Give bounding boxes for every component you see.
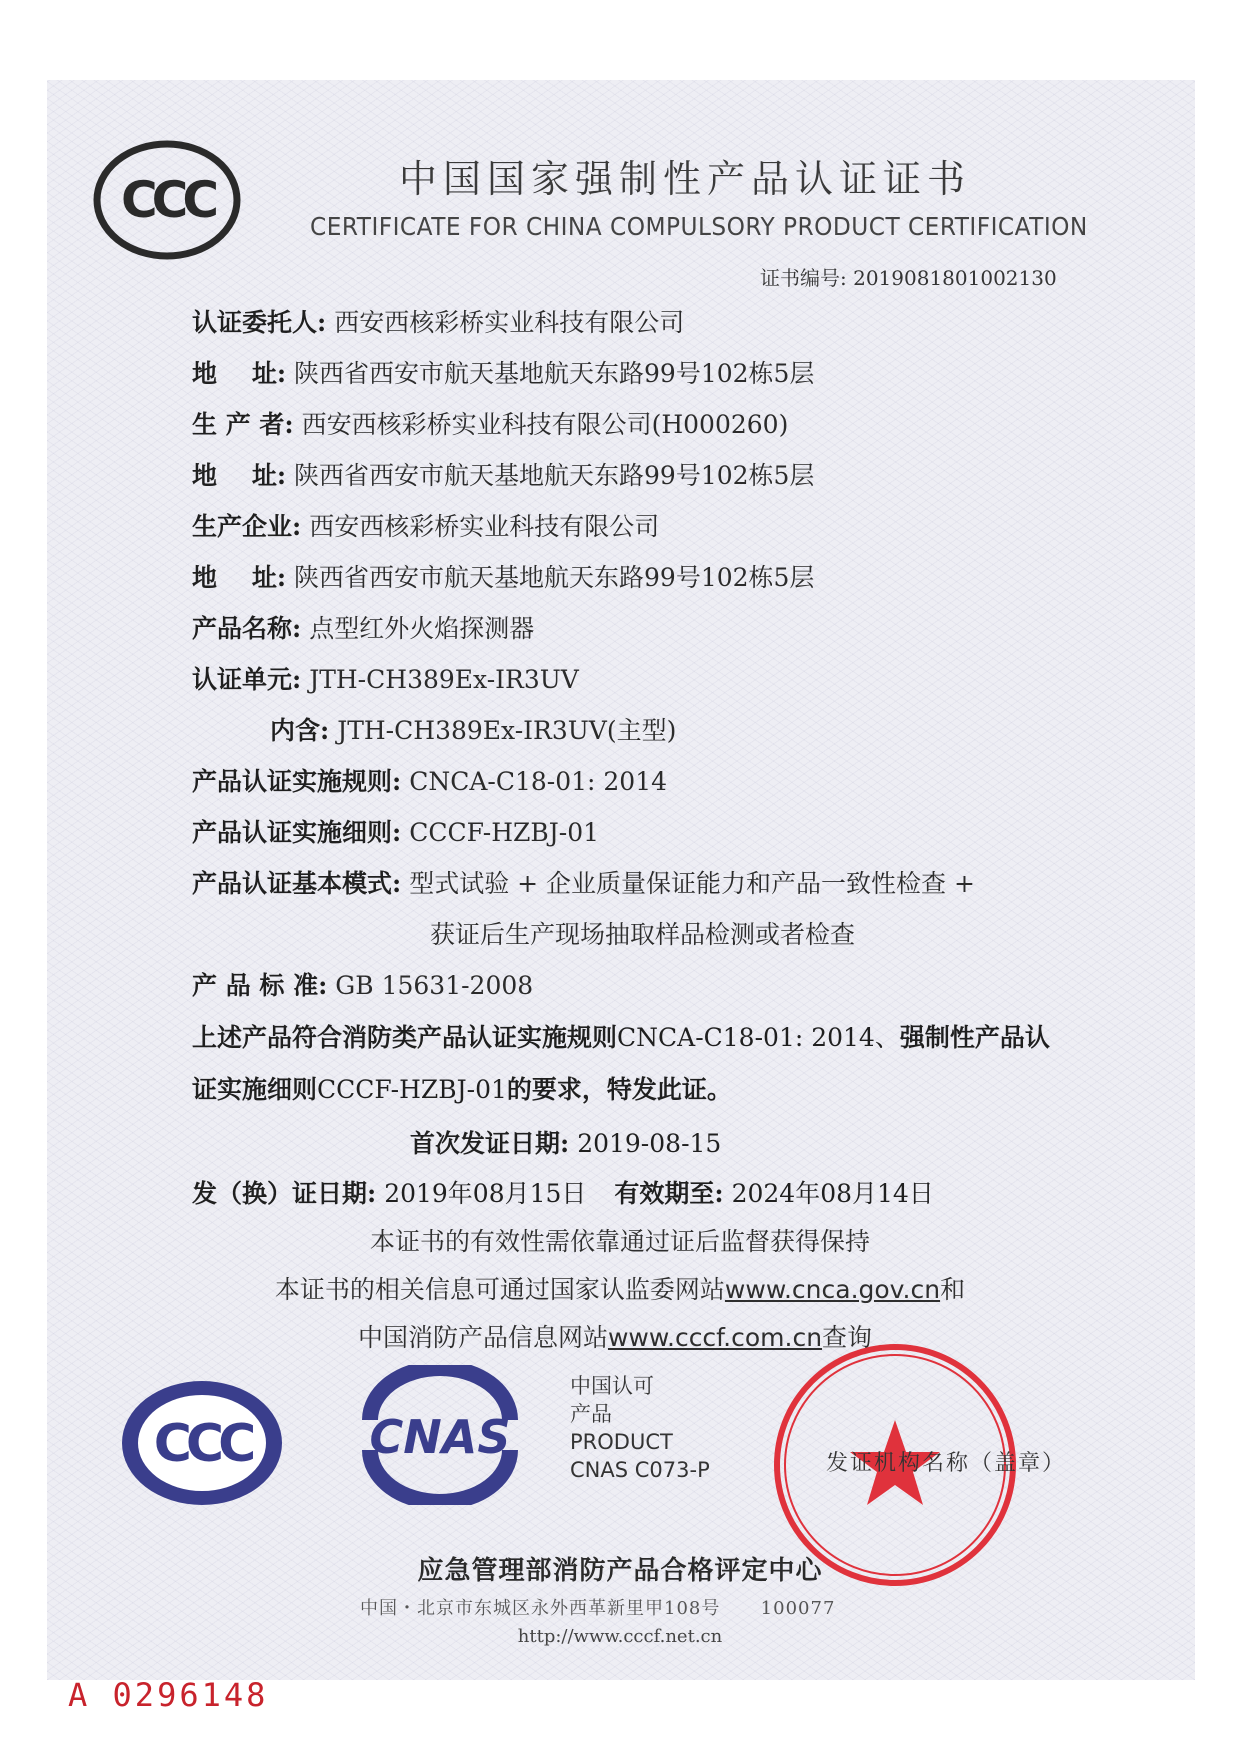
conformity-text: 上述产品符合消防类产品认证实施规则 — [192, 1023, 618, 1052]
field-applicant-address — [192, 354, 814, 390]
field-value: 陕西省西安市航天基地航天东路99号102栋5层 — [294, 359, 815, 388]
cnas-logo-text: CNAS — [369, 1410, 511, 1464]
field-value: 型式试验 + 企业质量保证能力和产品一致性检查 + — [409, 869, 975, 898]
cnca-link[interactable]: www.cnca.gov.cn — [724, 1275, 941, 1304]
field-value: CCCF-HZBJ-01 — [409, 818, 600, 847]
field-label: 产品认证实施细则: — [192, 818, 402, 847]
conformity-text: 强制性产品认 — [899, 1023, 1050, 1052]
field-label: 认证委托人: — [192, 308, 327, 337]
field-label: 地 址: — [192, 563, 287, 592]
stamp-label: 发证机构名称（盖章） — [826, 1451, 1067, 1476]
date-value: 2019年08月15日 — [384, 1179, 587, 1208]
field-factory — [192, 507, 659, 543]
date-value: 2024年08月14日 — [731, 1179, 934, 1208]
serial-number: A 0296148 — [68, 1676, 269, 1714]
field-manufacturer-address — [192, 456, 814, 492]
field-label: 产品认证基本模式: — [192, 869, 402, 898]
note-validity: 本证书的有效性需依靠通过证后监督获得保持 — [369, 1227, 870, 1256]
field-label: 生产企业: — [192, 512, 302, 541]
date-label: 有效期至: — [614, 1179, 724, 1208]
cccf-link[interactable]: www.cccf.com.cn — [607, 1323, 823, 1352]
field-factory-address — [192, 558, 814, 594]
issuer-website[interactable]: http://www.cccf.net.cn — [517, 1626, 723, 1647]
note-text: 和 — [940, 1275, 966, 1304]
field-impl-rules — [192, 762, 667, 798]
field-label: 认证单元: — [192, 665, 302, 694]
field-product-name — [192, 609, 534, 645]
note-website-1 — [0, 1270, 1240, 1306]
issue-date — [192, 1174, 934, 1210]
certificate-title-cn: 中国国家强制性产品认证证书 — [398, 157, 971, 201]
field-label: 生 产 者: — [192, 410, 294, 439]
cnas-caption: 中国认可 产品 PRODUCT CNAS C073-P — [570, 1374, 710, 1482]
note-text: 查询 — [822, 1323, 873, 1352]
field-cert-mode-cont — [430, 915, 855, 951]
field-contains — [270, 711, 676, 747]
certificate-title-en: CERTIFICATE FOR CHINA COMPULSORY PRODUCT CERTIFICATION — [310, 212, 1088, 241]
field-label: 地 址: — [192, 359, 287, 388]
field-value: GB 15631-2008 — [335, 971, 534, 1000]
note-text: 中国消防产品信息网站 — [357, 1323, 608, 1352]
note-text: 本证书的相关信息可通过国家认监委网站 — [274, 1275, 725, 1304]
field-value: 陕西省西安市航天基地航天东路99号102栋5层 — [294, 461, 815, 490]
field-impl-details — [192, 813, 599, 849]
field-label: 产 品 标 准: — [192, 971, 328, 1000]
date-label: 发（换）证日期: — [192, 1179, 377, 1208]
field-value: JTH-CH389Ex-IR3UV(主型) — [337, 716, 677, 745]
field-cert-unit — [192, 660, 579, 696]
date-label: 首次发证日期: — [410, 1129, 570, 1158]
field-value: 陕西省西安市航天基地航天东路99号102栋5层 — [294, 563, 815, 592]
field-value: 西安西核彩桥实业科技有限公司 — [334, 308, 685, 337]
field-label: 内含: — [270, 716, 330, 745]
ccc-logo-bottom-icon — [120, 1378, 285, 1508]
svg-text:CCC: CCC — [120, 171, 214, 229]
field-label: 地 址: — [192, 461, 287, 490]
note-website-2 — [0, 1318, 1240, 1354]
conformity-code: CCCF-HZBJ-01 — [317, 1075, 507, 1104]
cnas-logo-icon — [350, 1365, 530, 1505]
conformity-text: 的要求，特发此证。 — [506, 1075, 732, 1104]
issuer-name: 应急管理部消防产品合格评定中心 — [417, 1556, 823, 1586]
conformity-code: CNCA-C18-01: 2014、 — [617, 1023, 900, 1052]
field-label: 产品认证实施规则: — [192, 767, 402, 796]
ccc-logo-text: CCC — [153, 1414, 251, 1474]
field-value: 获证后生产现场抽取样品检测或者检查 — [430, 920, 856, 949]
date-value: 2019-08-15 — [577, 1129, 722, 1158]
conformity-line-1 — [192, 1018, 1050, 1054]
field-value: CNCA-C18-01: 2014 — [409, 767, 668, 796]
certificate-number: 证书编号: 2019081801002130 — [760, 266, 1057, 290]
field-value: JTH-CH389Ex-IR3UV — [309, 665, 579, 694]
field-value: 西安西核彩桥实业科技有限公司 — [309, 512, 660, 541]
issuer-address: 中国・北京市东城区永外西革新里甲108号 100077 — [360, 1598, 836, 1619]
field-applicant — [192, 303, 684, 339]
field-standard — [192, 966, 533, 1002]
first-issue-date — [410, 1124, 721, 1160]
field-value: 西安西核彩桥实业科技有限公司(H000260) — [301, 410, 789, 439]
field-label: 产品名称: — [192, 614, 302, 643]
conformity-line-2 — [192, 1070, 732, 1106]
field-manufacturer — [192, 405, 788, 441]
conformity-text: 证实施细则 — [192, 1075, 318, 1104]
field-cert-mode — [192, 864, 975, 900]
field-value: 点型红外火焰探测器 — [309, 614, 535, 643]
